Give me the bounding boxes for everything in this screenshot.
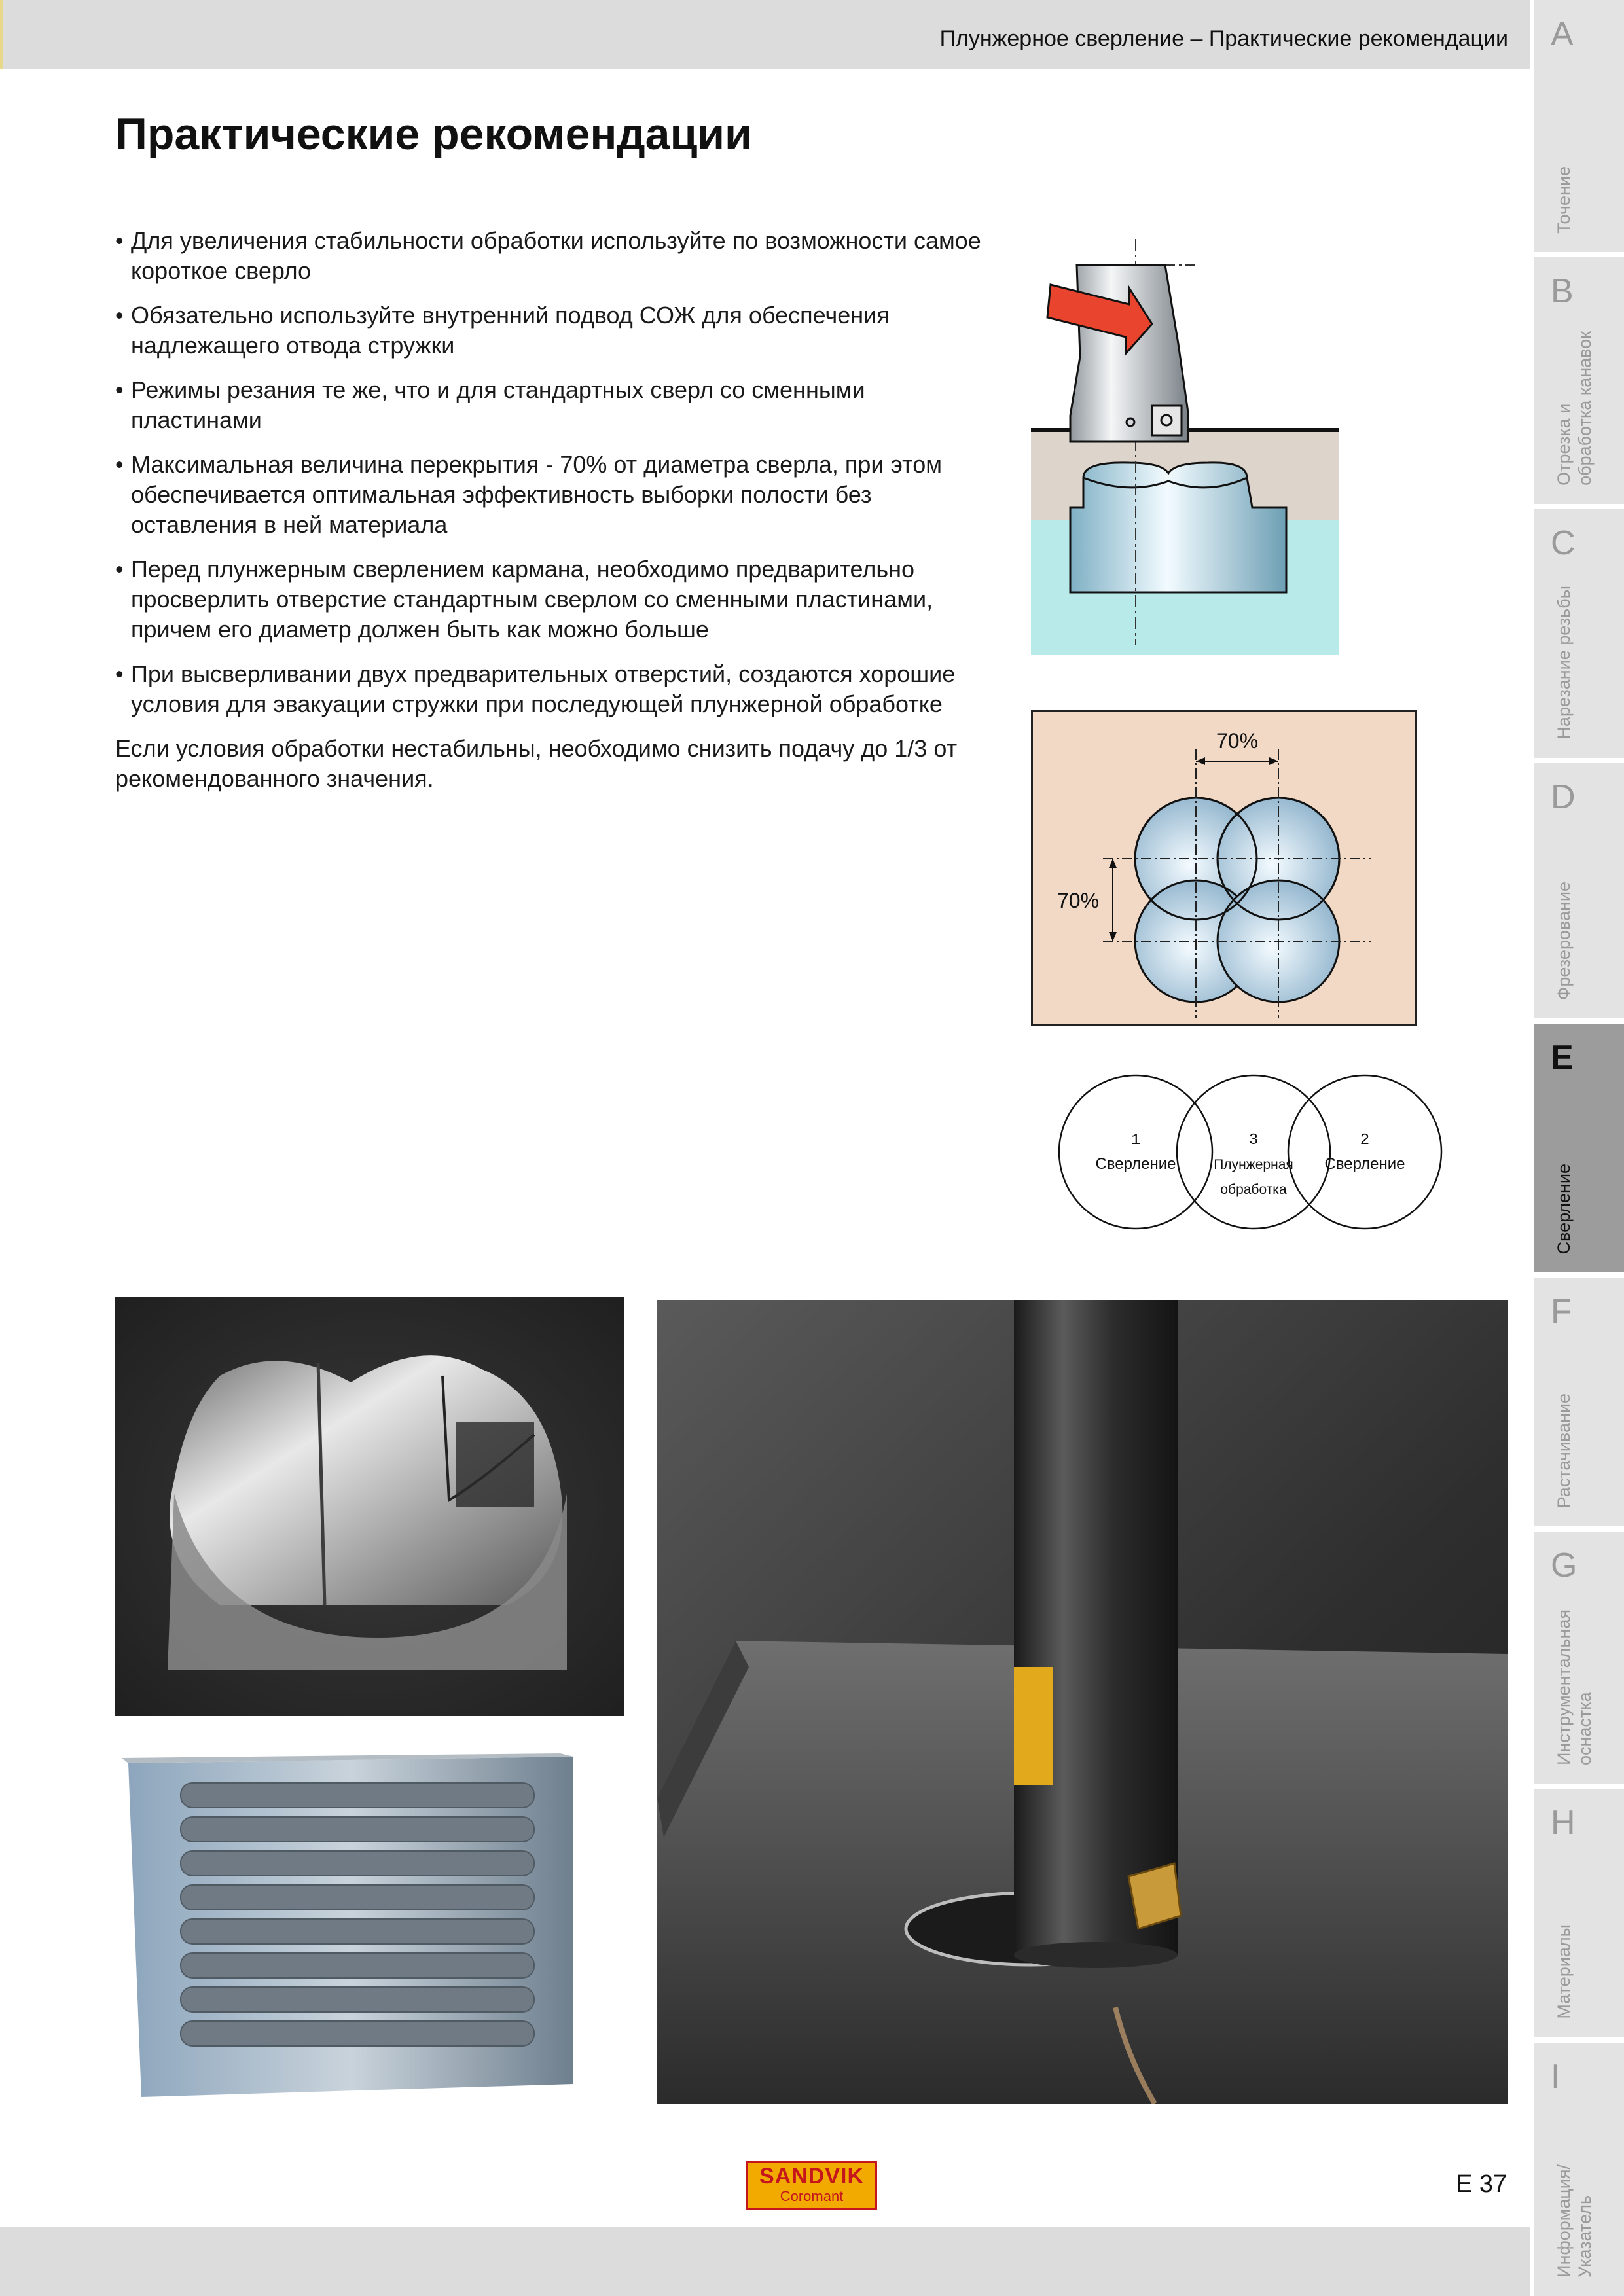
tab-label: Фрезерование: [1554, 881, 1574, 1000]
tab-letter: C: [1551, 524, 1576, 562]
step-3-label-line2: обработка: [1220, 1182, 1287, 1197]
tab-parting-grooving[interactable]: [1534, 257, 1624, 504]
tab-threading[interactable]: [1534, 509, 1624, 758]
tab-label: Информация/ Указатель: [1554, 2164, 1595, 2278]
tab-label: Сверление: [1554, 1163, 1574, 1254]
step-2-label: Сверление: [1324, 1155, 1405, 1173]
list-item: • Перед плунжерным сверлением кармана, необходимо предварительно просверлить отверстие стандартным сверлом со сменными пластинами, причем его диаметр должен быть как можно больше: [115, 554, 986, 645]
tab-tooling-systems[interactable]: [1534, 1532, 1624, 1784]
tab-label: Отрезка и обработка канавок: [1554, 331, 1595, 486]
logo-brand: SANDVIK: [759, 2164, 865, 2189]
tab-letter: D: [1551, 778, 1576, 816]
drill-illustration: [1031, 226, 1339, 655]
cavity-photo: [115, 1297, 624, 1716]
machined-block-photo: [115, 1744, 624, 2107]
list-item: • Режимы резания те же, что и для стандартных сверл со сменными пластинами: [115, 375, 986, 435]
list-item: • Максимальная величина перекрытия - 70% от диаметра сверла, при этом обеспечивается оптимальная эффективность выборки полости без оставления в ней материала: [115, 450, 986, 540]
list-item: • Для увеличения стабильности обработки используйте по возможности самое короткое сверло: [115, 226, 986, 286]
tab-letter: F: [1551, 1293, 1572, 1331]
horizontal-overlap-label: 70%: [1216, 729, 1259, 753]
tab-label: Нарезание резьбы: [1554, 586, 1574, 740]
tab-materials[interactable]: [1534, 1789, 1624, 2037]
tab-label: Точение: [1554, 166, 1574, 234]
logo-subbrand: Coromant: [780, 2188, 844, 2204]
tab-milling[interactable]: [1534, 763, 1624, 1018]
tab-letter: A: [1551, 15, 1574, 53]
tab-boring[interactable]: [1534, 1278, 1624, 1526]
tab-letter: G: [1551, 1547, 1578, 1585]
vertical-overlap-label: 70%: [1056, 889, 1100, 912]
tab-letter: E: [1551, 1039, 1574, 1077]
step-2-number: 2: [1360, 1132, 1370, 1149]
header-bar: [0, 0, 1530, 69]
sequence-diagram: [1051, 1073, 1443, 1230]
feed-note: Если условия обработки нестабильны, необходимо снизить подачу до 1/3 от рекомендованного значения.: [115, 735, 958, 792]
recommendation-list: [115, 226, 986, 719]
tab-turning[interactable]: [1534, 0, 1624, 252]
tab-letter: H: [1551, 1804, 1576, 1842]
page-number: E 37: [1456, 2170, 1507, 2198]
tab-label: Растачивание: [1554, 1393, 1574, 1508]
recommendations-text: [115, 226, 986, 794]
sandvik-coromant-logo: [746, 2161, 877, 2210]
plunge-drill-photo: [657, 1300, 1508, 2104]
tab-label: Инструментальная оснастка: [1554, 1609, 1595, 1765]
step-3-number: 3: [1248, 1132, 1259, 1149]
step-1-number: 1: [1130, 1132, 1141, 1149]
tab-letter: B: [1551, 272, 1574, 310]
tab-drilling[interactable]: [1534, 1024, 1624, 1272]
page-title: Практические рекомендации: [115, 109, 752, 159]
step-1-label: Сверление: [1095, 1155, 1176, 1173]
step-3-label-line1: Плунжерная: [1214, 1157, 1293, 1172]
list-item: • При высверливании двух предварительных отверстий, создаются хорошие условия для эвакуации стружки при последующей плунжерной обработке: [115, 659, 986, 719]
header-title: Плунжерное сверление – Практические рекомендации: [939, 26, 1508, 51]
tab-information-index[interactable]: [1534, 2043, 1624, 2296]
list-item: • Обязательно используйте внутренний подвод СОЖ для обеспечения надлежащего отвода стружки: [115, 300, 986, 361]
tab-letter: I: [1551, 2058, 1561, 2096]
section-tabs: [1534, 0, 1624, 2296]
overlap-diagram: [1031, 710, 1417, 1026]
footer-bar: [0, 2227, 1530, 2296]
tab-label: Материалы: [1554, 1924, 1574, 2019]
header-accent: [0, 0, 3, 69]
